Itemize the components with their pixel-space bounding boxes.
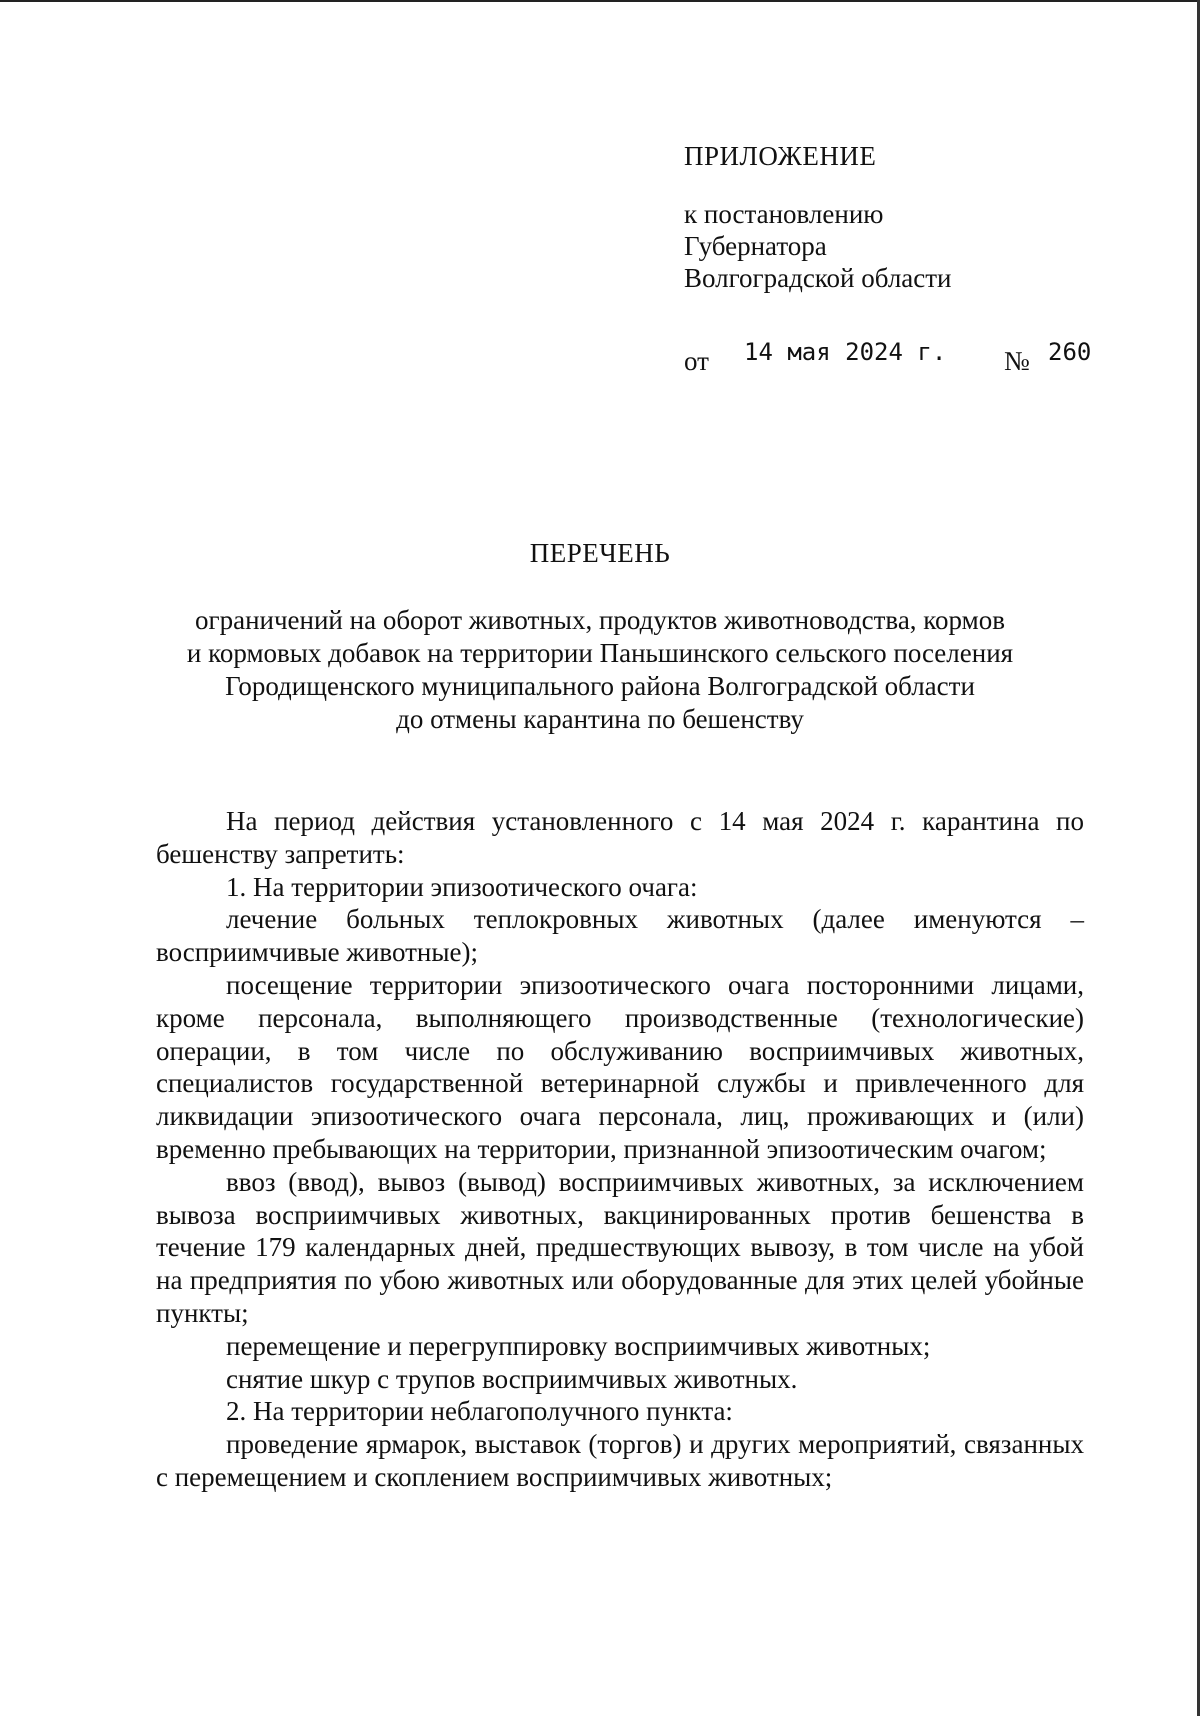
- intro-paragraph: На период действия установленного с 14 мая 2024 г. карантина по бешенству запретить:: [156, 806, 1084, 869]
- list-item: лечение больных теплокровных животных (далее именуются – восприимчивые животные);: [156, 904, 1084, 968]
- section-1-title: 1. На территории эпизоотического очага:: [226, 871, 698, 902]
- section-2-title: 2. На территории неблагополучного пункта:: [226, 1396, 733, 1427]
- subtitle-line: и кормовых добавок на территории Паньшинского сельского поселения: [186, 638, 1014, 668]
- document-title: ПЕРЕЧЕНЬ: [529, 538, 671, 568]
- subtitle-line: до отмены карантина по бешенству: [396, 704, 804, 734]
- document-body: [156, 805, 1084, 1494]
- attachment-line: Губернатора: [684, 231, 827, 261]
- document-number: 260: [1048, 338, 1092, 366]
- attachment-title: ПРИЛОЖЕНИЕ: [684, 141, 877, 171]
- scan-edge: [0, 0, 1200, 2]
- list-item: снятие шкур с трупов восприимчивых животных.: [226, 1363, 798, 1394]
- document-subtitle: [0, 604, 1200, 736]
- attachment-line: Волгоградской области: [684, 263, 952, 293]
- list-item: посещение территории эпизоотического очага посторонними лицами, кроме персонала, выполняющего производственные (технологические) операции, в том числе по обслуживанию восприимчивых животных, специалистов государственной ветеринарной службы и привлеченного для ликвидации эпизоотического очага персонала, лиц, проживающих и (или) временно пребывающих на территории, признанной эпизоотическим очагом;: [156, 969, 1084, 1164]
- number-label: №: [1004, 346, 1030, 376]
- list-item: проведение ярмарок, выставок (торгов) и других мероприятий, связанных с перемещением и скоплением восприимчивых животных;: [156, 1429, 1084, 1492]
- date-from-label: от: [684, 346, 709, 376]
- attachment-line: к постановлению: [684, 199, 884, 229]
- attachment-block: [684, 140, 952, 294]
- list-item: перемещение и перегруппировку восприимчивых животных;: [226, 1330, 931, 1361]
- list-item: ввоз (ввод), вывоз (вывод) восприимчивых животных, за исключением вывоза восприимчивых животных, вакцинированных против бешенства в течение 179 календарных дней, предшествующих вывозу, в том числе на убой на предприятия по убою животных или оборудованные для этих целей убойные пункты;: [156, 1166, 1084, 1328]
- subtitle-line: ограничений на оборот животных, продуктов животноводства, кормов: [195, 605, 1005, 635]
- subtitle-line: Городищенского муниципального района Волгоградской области: [225, 671, 975, 701]
- document-date: 14 мая 2024 г.: [744, 338, 947, 366]
